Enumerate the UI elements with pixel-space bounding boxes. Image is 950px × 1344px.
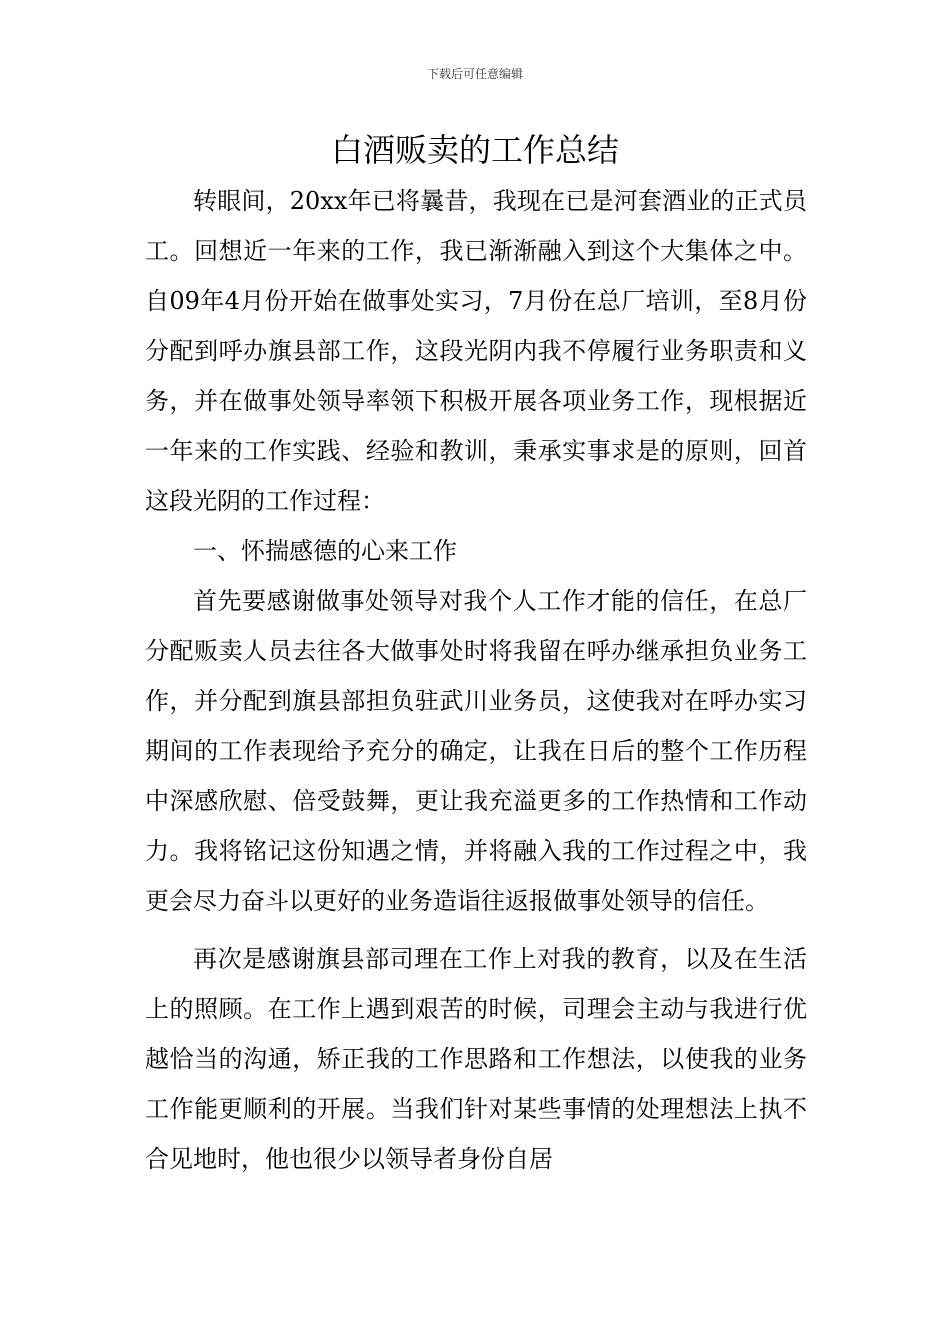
paragraph-intro: 转眼间，20xx年已将曩昔，我现在已是河套酒业的正式员工。回想近一年来的工作，我已渐渐融入到这个大集体之中。自09年4月份开始在做事处实习，7月份在总厂培训，至8月份分配到呼办旗县部工作，这段光阴内我不停履行业务职责和义务，并在做事处领导率领下积极开展各项业务工作，现根据近一年来的工作实践、经验和教训，秉承实事求是的原则，回首这段光阴的工作过程： bbox=[145, 187, 807, 515]
document-body bbox=[145, 176, 807, 1184]
header-note: 下载后可任意编辑 bbox=[426, 67, 523, 81]
section-heading: 一、怀揣感德的心来工作 bbox=[193, 537, 457, 565]
paragraph-gratitude-manager: 再次是感谢旗县部司理在工作上对我的教育，以及在生活上的照顾。在工作上遇到艰苦的时候，司理会主动与我进行优越恰当的沟通，矫正我的工作思路和工作想法，以使我的业务工作能更顺利的开展。当我们针对某些事情的处理想法上执不合见地时，他也很少以领导者身份自居 bbox=[145, 945, 807, 1173]
paragraph-gratitude-leaders: 首先要感谢做事处领导对我个人工作才能的信任，在总厂分配贩卖人员去往各大做事处时将我留在呼办继承担负业务工作，并分配到旗县部担负驻武川业务员，这使我对在呼办实习期间的工作表现给予充分的确定，让我在日后的整个工作历程中深感欣慰、倍受鼓舞，更让我充溢更多的工作热情和工作动力。我将铭记这份知遇之情，并将融入我的工作过程之中，我更会尽力奋斗以更好的业务造诣往返报做事处领导的信任。 bbox=[145, 587, 807, 915]
document-title: 白酒贩卖的工作总结 bbox=[330, 131, 619, 169]
